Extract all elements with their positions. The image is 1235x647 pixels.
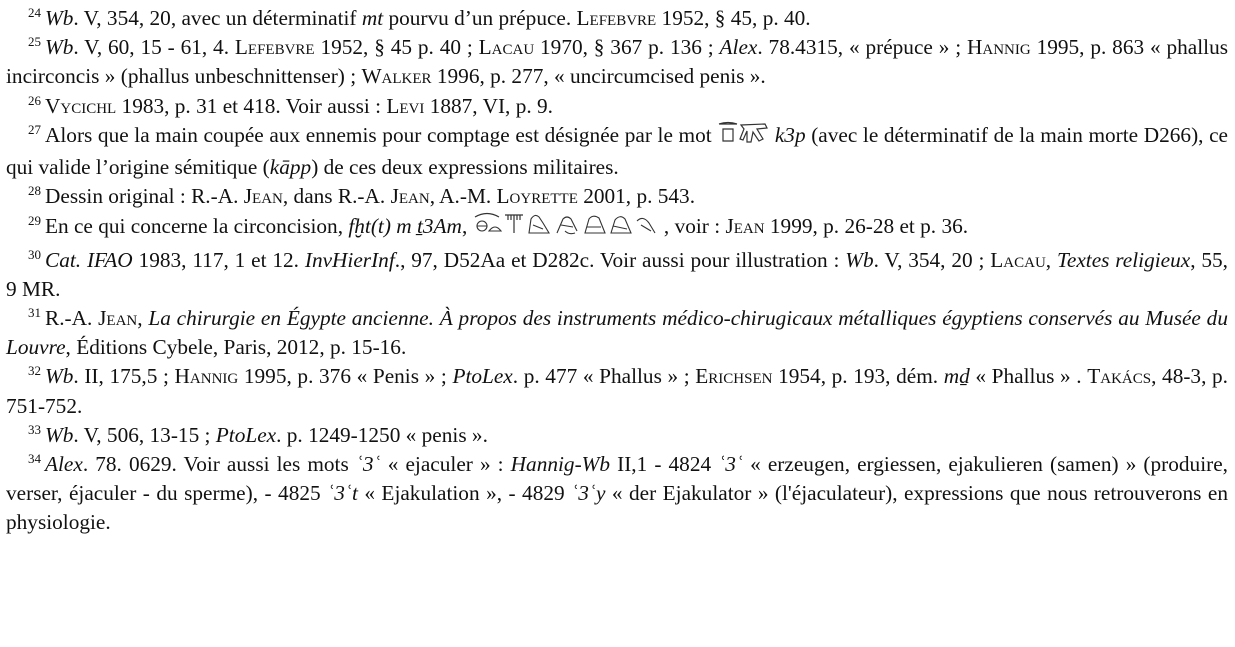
footnote-26: $^{26}$ Vycichl 1983, p. 31 et 418. Voir aussi : Levi 1887, VI, p. 9. bbox=[28, 92, 553, 118]
footnote-34: $^{34}$ Alex. 78. 0629. Voir aussi les mots ʿ3ʿ « ejaculer » : Hannig-Wb II,1 - 4824 ʿ3ʿ « erzeugen, ergiessen, ejakulieren (samen) » (produire, verser, éjaculer - du sperme), - 4825 ʿ3ʿt « Ejakulation », - 4829 ʿ3ʿy « der Ejakulator » (l'éjaculateur), expressions que nous retrouverons en physiologie. bbox=[6, 450, 1228, 535]
footnote-number: 31 bbox=[28, 304, 41, 320]
footnote-31: $^{31}$ R.-A. Jean, La chirurgie en Égypte ancienne. À propos des instruments médico-chirugicaux métalliques égyptiens conservés au Musée du Louvre, Éditions Cybele, Paris, 2012, p. 15-16. bbox=[6, 304, 1228, 360]
footnote-number: 28 bbox=[28, 183, 41, 199]
footnote-24: $^{24}$ Wb. V, 354, 20, avec un déterminatif mt pourvu d’un prépuce. Lefebvre 1952, § 45, p. 40. bbox=[28, 4, 811, 30]
footnote-number: 29 bbox=[28, 213, 41, 229]
footnote-number: 27 bbox=[28, 121, 41, 137]
hieroglyph-hand-icon bbox=[717, 121, 769, 153]
footnote-28: $^{28}$ Dessin original : R.-A. Jean, dans R.-A. Jean, A.-M. Loyrette 2001, p. 543. bbox=[28, 183, 696, 209]
footnote-30: $^{30}$ Cat. IFAO 1983, 117, 1 et 12. InvHierInf., 97, D52Aa et D282c. Voir aussi pour illustration : Wb. V, 354, 20 ; Lacau, Textes religieux, 55, 9 MR. bbox=[6, 246, 1228, 301]
footnote-27: $^{27}$ Alors que la main coupée aux ennemis pour comptage est désignée par le mot k3p (avec le déterminatif de la main morte D266), ce qui valide l’origine sémitique (kāpp) de ces deux expressions militaires. bbox=[6, 121, 1228, 180]
footnote-29: $^{29}$ En ce qui concerne la circoncision, fḫt(t) m ṯ3Am, , voir : Jean 1999, p. 26-28 et p. 36. bbox=[6, 211, 1228, 245]
footnote-number: 32 bbox=[28, 363, 41, 379]
footnote-number: 25 bbox=[28, 34, 41, 50]
footnote-number: 34 bbox=[28, 450, 41, 466]
footnote-number: 33 bbox=[28, 421, 41, 437]
footnote-number: 30 bbox=[28, 246, 41, 262]
footnote-33: $^{33}$ Wb. V, 506, 13-15 ; PtoLex. p. 1249-1250 « penis ». bbox=[28, 421, 488, 447]
footnote-32: $^{32}$ Wb. II, 175,5 ; Hannig 1995, p. 376 « Penis » ; PtoLex. p. 477 « Phallus » ; Erichsen 1954, p. 193, dém. mḏ « Phallus » . Takács, 48-3, p. 751-752. bbox=[6, 363, 1228, 418]
footnote-number: 26 bbox=[28, 92, 41, 108]
hieroglyph-sequence-icon bbox=[473, 211, 659, 245]
footnote-number: 24 bbox=[28, 4, 41, 20]
footnote-25: $^{25}$ Wb. V, 60, 15 - 61, 4. Lefebvre 1952, § 45 p. 40 ; Lacau 1970, § 367 p. 136 ; Alex. 78.4315, « prépuce » ; Hannig 1995, p. 863 « phallus incirconcis » (phallus unbeschnittenser) ; Walker 1996, p. 277, « uncircumcised penis ». bbox=[6, 34, 1229, 89]
